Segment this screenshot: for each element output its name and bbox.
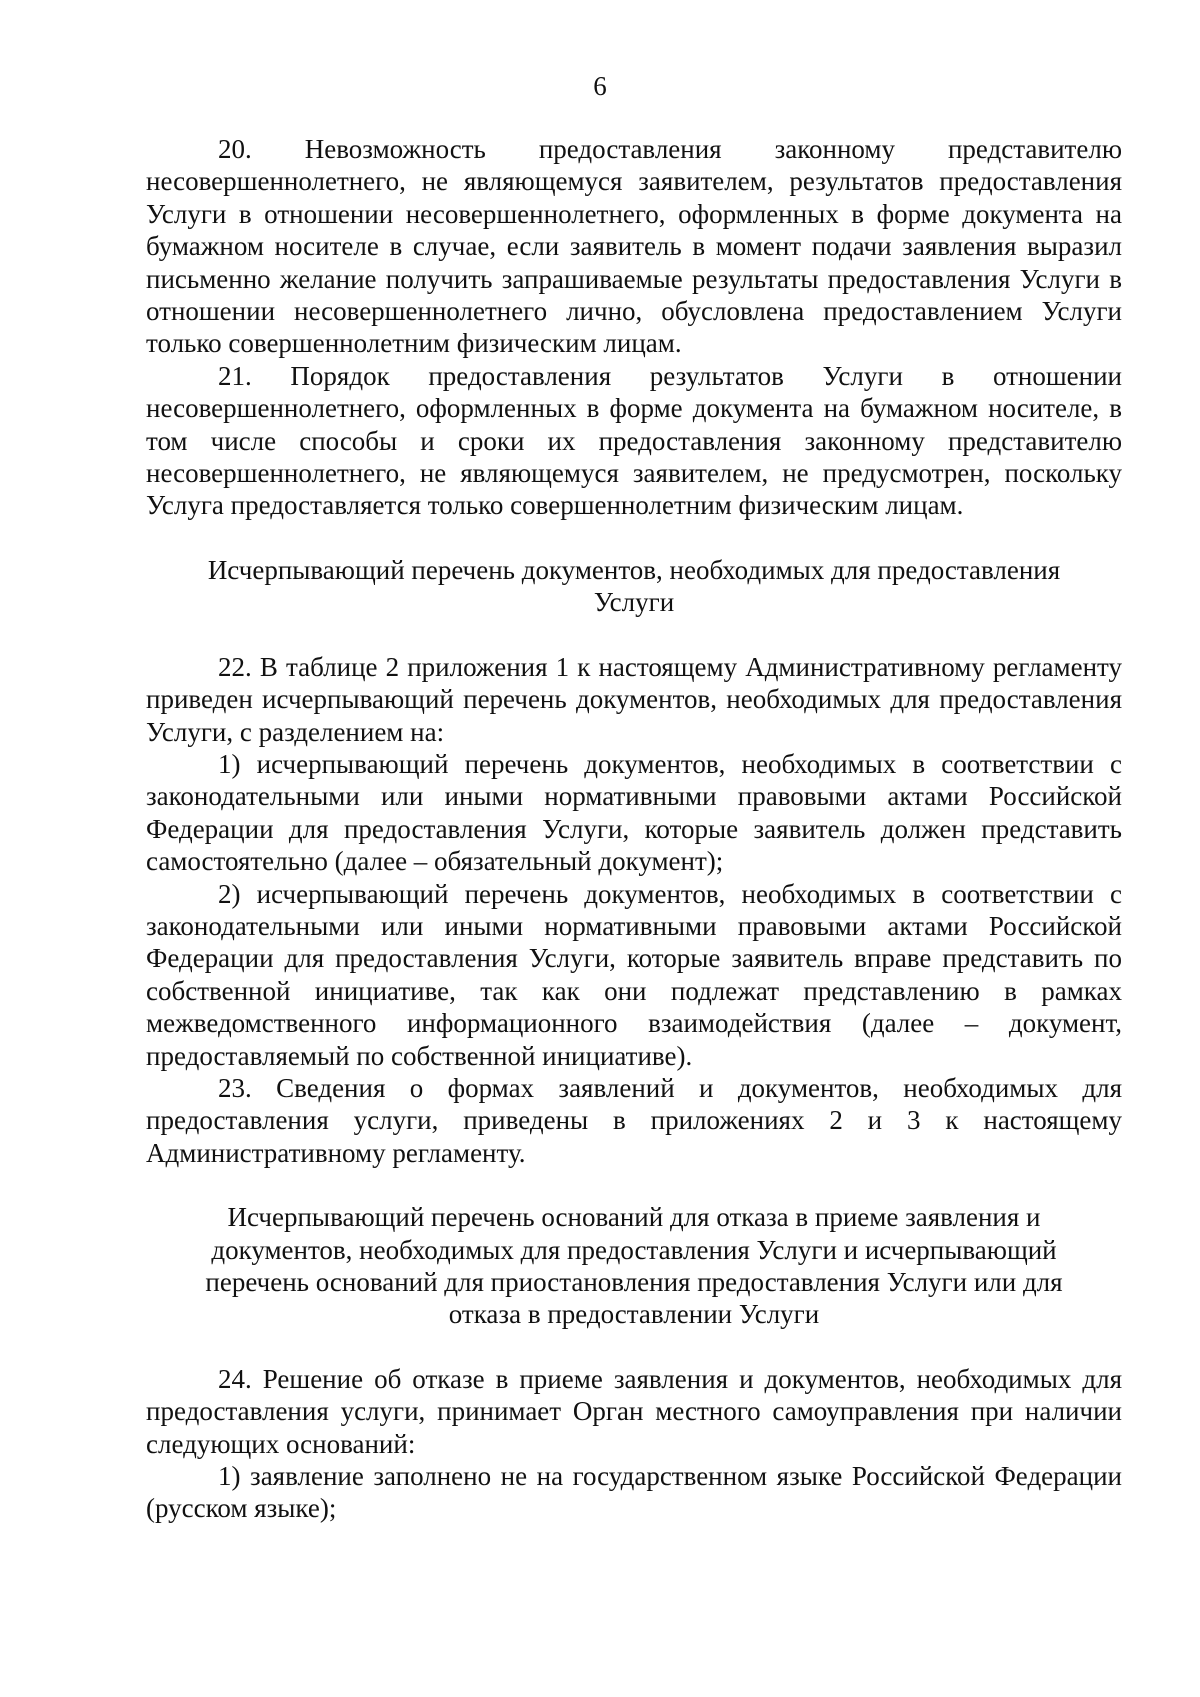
paragraph-22: 22. В таблице 2 приложения 1 к настоящему Административному регламенту приведен исчерпывающий перечень документов, необходимых для предоставления Услуги, с разделением на: — [146, 651, 1122, 747]
paragraph-20: 20. Невозможность предоставления законному представителю несовершеннолетнего, не являющемуся заявителем, результатов предоставления Услуги в отношении несовершеннолетнего, оформленных в форме документа на бумажном носителе в случае, если заявитель в момент подачи заявления выразил письменно желание получить запрашиваемые результаты предоставления Услуги в отношении несовершеннолетнего лично, обусловлена предоставлением Услуги только совершеннолетним физическим лицам. — [146, 134, 1122, 359]
section-heading-documents: Исчерпывающий перечень документов, необходимых для предоставления Услуги — [207, 554, 1061, 618]
paragraph-21: 21. Порядок предоставления результатов Услуги в отношении несовершеннолетнего, оформленных в форме документа на бумажном носителе, в том числе способы и сроки их предоставления законному представителю несовершеннолетнего, не являющемуся заявителем, не предусмотрен, поскольку Услуга предоставляется только совершеннолетним физическим лицам. — [146, 360, 1122, 521]
list-item-2: 2) исчерпывающий перечень документов, необходимых в соответствии с законодательными или иными нормативными правовыми актами Российской Федерации для предоставления Услуги, которые заявитель вправе представить по собственной инициативе, так как они подлежат представлению в рамках межведомственного информационного взаимодействия (далее – документ, предоставляемый по собственной инициативе). — [146, 878, 1122, 1071]
paragraph-24: 24. Решение об отказе в приеме заявления и документов, необходимых для предоставления услуги, принимает Орган местного самоуправления при наличии следующих оснований: — [146, 1363, 1122, 1459]
list-item-1-refusal: 1) заявление заполнено не на государственном языке Российской Федерации (русском языке); — [146, 1461, 1122, 1524]
spacer — [146, 1169, 1122, 1201]
paragraph-23: 23. Сведения о формах заявлений и документов, необходимых для предоставления услуги, приведены в приложениях 2 и 3 к настоящему Административному регламенту. — [146, 1072, 1122, 1168]
section-heading-refusal-grounds: Исчерпывающий перечень оснований для отказа в приеме заявления и документов, необходимых для предоставления Услуги и исчерпывающий перечень оснований для приостановления предоставления Услуги или для отказа в предоставлении Услуги — [205, 1202, 1063, 1330]
document-body — [146, 133, 1122, 1525]
list-item-1: 1) исчерпывающий перечень документов, необходимых в соответствии с законодательными или иными нормативными правовыми актами Российской Федерации для предоставления Услуги, которые заявитель должен представить самостоятельно (далее – обязательный документ); — [146, 748, 1122, 877]
page-number: 6 — [593, 71, 607, 101]
spacer — [146, 1331, 1122, 1363]
spacer — [146, 522, 1122, 554]
spacer — [146, 619, 1122, 651]
